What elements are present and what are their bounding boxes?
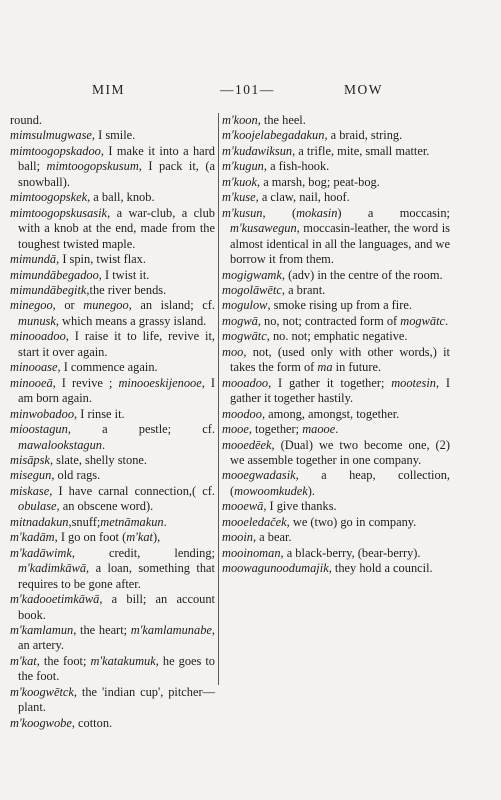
dictionary-entry [222, 530, 450, 545]
definition-text: , I commence again. [57, 360, 158, 375]
definition-text: , I pack it, (a snowball). [18, 159, 215, 189]
dictionary-entry [222, 159, 450, 174]
header-left-guideword: MIM [92, 82, 126, 97]
dictionary-entry [222, 422, 450, 437]
headword: mogulow [222, 298, 268, 313]
dictionary-entry [222, 206, 450, 268]
dictionary-entry [10, 422, 215, 453]
dictionary-entry [222, 144, 450, 159]
headword: minooeā [10, 375, 53, 390]
definition-text: , I revive ; [52, 375, 119, 390]
dictionary-entry [222, 268, 450, 283]
headword: m'kamlamunabe [130, 622, 212, 637]
definition-text: ). [307, 483, 316, 498]
definition-text: , I give thanks. [263, 499, 337, 514]
dictionary-entry [10, 113, 215, 128]
headword: maooe [302, 422, 336, 437]
definition-text: , I have carnal connection,( cf. [49, 483, 215, 498]
headword: m'kusawegun [230, 221, 297, 236]
headword: m'kusun [222, 205, 263, 220]
definition-text: , a heap, collection, ( [230, 468, 450, 498]
headword: obulase [18, 499, 57, 514]
definition-text: , he goes to the foot. [18, 653, 215, 684]
headword: mitnadakun [10, 514, 69, 529]
definition-text: , credit, lending; [71, 545, 215, 560]
headword: m'koojelabegadakun [222, 128, 325, 143]
definition-text: , I twist it. [98, 267, 150, 282]
headword: mooe [222, 422, 249, 437]
headword: m'koogwobe [10, 715, 72, 730]
headword: mimundābegitk [10, 282, 87, 297]
dictionary-entry [10, 298, 215, 329]
page-number: —101— [220, 82, 275, 97]
dictionary-entry [222, 314, 450, 329]
definition-text: round. [10, 113, 43, 127]
definition-text: , moccasin-leather, the word is almost identical in all the languages, and we borrow it from them. [230, 221, 450, 267]
headword: m'koon [222, 113, 258, 127]
headword: m'kuok [222, 174, 257, 189]
headword: m'kugun [222, 159, 264, 174]
dictionary-entry [10, 530, 215, 545]
headword: m'kadām [10, 530, 55, 545]
definition-text: , no, not; contracted form of [257, 313, 401, 328]
definition-text: . [335, 422, 339, 437]
definition-text: , which means a grassy island. [55, 313, 207, 328]
headword: miskase [10, 483, 50, 498]
dictionary-entry [222, 546, 450, 561]
dictionary-entry [222, 407, 450, 422]
definition-text: , together; [248, 422, 303, 437]
definition-text: , a loan, something that requires to be gone after. [18, 561, 215, 591]
dictionary-entry [10, 546, 215, 592]
dictionary-entry [222, 438, 450, 469]
headword: mootesin [391, 375, 436, 390]
definition-text: , a bear. [252, 530, 292, 545]
definition-text: , a brant. [281, 282, 326, 297]
dictionary-entry [10, 453, 215, 468]
definition-text: , slate, shelly stone. [49, 452, 147, 467]
dictionary-entry [10, 685, 215, 716]
definition-text: , the 'indian cup', pitcher—plant. [18, 684, 215, 715]
definition-text: . [101, 437, 106, 452]
headword: m'kudawiksun [222, 143, 293, 158]
dictionary-entry [10, 283, 215, 298]
right-column [222, 113, 450, 577]
headword: mooegwadasik [222, 468, 296, 483]
headword: misegun [10, 468, 52, 483]
headword: m'kadāwimk [10, 545, 72, 560]
definition-text: , we (two) go in company. [286, 514, 417, 529]
definition-text: . [163, 514, 167, 529]
headword: mooewā [222, 499, 264, 514]
definition-text: , no. not; emphatic negative. [266, 329, 408, 344]
headword: munegoo [83, 298, 129, 313]
definition-text: , among, amongst, together. [261, 406, 400, 421]
dictionary-entry [222, 376, 450, 407]
definition-text: , I gather it together hastily. [230, 375, 450, 406]
headword: mimtoogopskek [10, 190, 88, 205]
headword: mogwātc [400, 313, 446, 328]
headword: mioostagun [10, 422, 68, 437]
definition-text: ,snuff; [68, 514, 101, 529]
dictionary-entry [10, 329, 215, 360]
headword: mooeledaček [222, 514, 287, 529]
dictionary-entry [222, 515, 450, 530]
dictionary-entry [10, 654, 215, 685]
dictionary-entry [222, 345, 450, 376]
definition-text: , a war-club, a club with a knob at the end, made from the toughest twisted maple. [18, 205, 215, 251]
dictionary-entry [222, 128, 450, 143]
definition-text: , a marsh, bog; peat-bog. [257, 174, 380, 189]
definition-text: ), [152, 530, 161, 545]
headword: m'katakumuk [90, 653, 156, 668]
headword: m'kat [10, 653, 37, 668]
headword: mogwātc [222, 329, 267, 344]
definition-text: , not, (used only with other words,) it takes the form of [230, 344, 450, 375]
definition-text: , old rags. [51, 468, 101, 483]
headword: moodoo [222, 406, 262, 421]
definition-text: , a pestle; cf. [67, 422, 215, 437]
definition-text: , an obscene word). [56, 499, 154, 514]
headword: m'koogwētck [10, 684, 74, 699]
dictionary-entry [222, 468, 450, 499]
headword: mokasin [296, 205, 338, 220]
dictionary-entry [10, 252, 215, 267]
headword: munusk [18, 313, 56, 328]
headword: mimsulmugwase [10, 128, 92, 143]
definition-text: , a ball, knob. [87, 190, 155, 205]
dictionary-entry [10, 515, 215, 530]
dictionary-entry [222, 175, 450, 190]
dictionary-entry [10, 128, 215, 143]
dictionary-entry [10, 268, 215, 283]
dictionary-entry [10, 623, 215, 654]
headword: m'kadooetimkāwā [10, 592, 100, 607]
headword: m'kadimkāwā [18, 561, 87, 576]
definition-text: , I smile. [91, 128, 136, 143]
column-divider [218, 113, 219, 685]
headword: metnāmakun [100, 514, 164, 529]
headword: mogwā [222, 313, 258, 328]
headword: mogigwamk [222, 267, 282, 282]
headword: moowagunoodumajik [222, 561, 329, 576]
dictionary-entry [222, 561, 450, 576]
headword: minooadoo [10, 329, 66, 344]
definition-text: , I raise it to life, revive it, start it over again. [18, 329, 215, 359]
dictionary-entry [10, 407, 215, 422]
definition-text: , smoke rising up from a fire. [267, 298, 412, 313]
definition-text: , I rinse it. [74, 406, 125, 421]
headword: mimtoogopskusum [46, 159, 139, 174]
headword: m'kat [126, 530, 153, 545]
definition-text: , I go on foot ( [54, 530, 127, 545]
dictionary-entry [222, 113, 450, 128]
definition-text: , or [52, 298, 84, 313]
definition-text: , a braid, string. [324, 128, 403, 143]
dictionary-entry [10, 716, 215, 731]
page-header [0, 82, 501, 104]
definition-text: , I am born again. [18, 375, 215, 406]
definition-text: , the heel. [257, 113, 306, 127]
dictionary-entry [10, 468, 215, 483]
definition-text: , I gather it together; [268, 375, 392, 390]
headword: minegoo [10, 298, 53, 313]
headword: mimtoogopskadoo [10, 143, 101, 158]
definition-text: , a bill; an account book. [18, 592, 215, 622]
dictionary-entry [222, 190, 450, 205]
definition-text: , ( [262, 205, 297, 220]
definition-text: in future. [332, 360, 382, 375]
dictionary-entry [10, 376, 215, 407]
definition-text: . [445, 313, 449, 328]
dictionary-entry [222, 329, 450, 344]
headword: mogolāwētc [222, 282, 282, 297]
left-column [10, 113, 215, 731]
definition-text: , a claw, nail, hoof. [255, 190, 350, 205]
header-right-guideword: MOW [344, 82, 383, 97]
definition-text: , a fish-hook. [263, 159, 330, 174]
headword: mimundā [10, 252, 57, 267]
headword: mowoomkudek [234, 483, 308, 498]
dictionary-entry [222, 283, 450, 298]
headword: ma [317, 360, 333, 375]
dictionary-entry [222, 499, 450, 514]
headword: m'kamlamun [10, 622, 74, 637]
headword: minooeskijenooe [118, 375, 202, 390]
definition-text: ) a moccasin; [337, 205, 450, 220]
definition-text: , the foot; [36, 653, 91, 668]
definition-text: , a trifle, mite, small matter. [292, 143, 430, 158]
definition-text: , (Dual) we two become one, (2) we assemble together in one company. [230, 437, 450, 467]
headword: mawalookstagun [18, 437, 102, 452]
definition-text: , (adv) in the centre of the room. [281, 267, 443, 282]
headword: mooinoman [222, 545, 281, 560]
dictionary-entry [10, 484, 215, 515]
headword: moo [222, 344, 244, 359]
headword: minwobadoo [10, 406, 75, 421]
definition-text: , an artery. [18, 622, 215, 653]
headword: minooase [10, 360, 58, 375]
headword: mimtoogopskusasik [10, 205, 108, 220]
dictionary-entry [222, 298, 450, 313]
dictionary-entry [10, 206, 215, 252]
definition-text: , the heart; [73, 622, 131, 637]
headword: mooin [222, 530, 253, 545]
definition-text: , an island; cf. [128, 298, 215, 313]
headword: mooedēek [222, 437, 272, 452]
definition-text: , cotton. [71, 715, 113, 730]
definition-text: ,the river bends. [86, 282, 167, 297]
dictionary-entry [10, 592, 215, 623]
headword: m'kuse [222, 190, 256, 205]
headword: misāpsk [10, 452, 50, 467]
dictionary-entry [10, 190, 215, 205]
definition-text: , a black-berry, (bear-berry). [280, 545, 421, 560]
definition-text: , I spin, twist flax. [56, 252, 146, 267]
headword: mimundābegadoo [10, 267, 99, 282]
dictionary-entry [10, 144, 215, 190]
definition-text: , they hold a council. [328, 561, 433, 576]
definition-text: , I make it into a hard ball; [18, 143, 215, 174]
dictionary-entry [10, 360, 215, 375]
headword: mooadoo [222, 375, 269, 390]
